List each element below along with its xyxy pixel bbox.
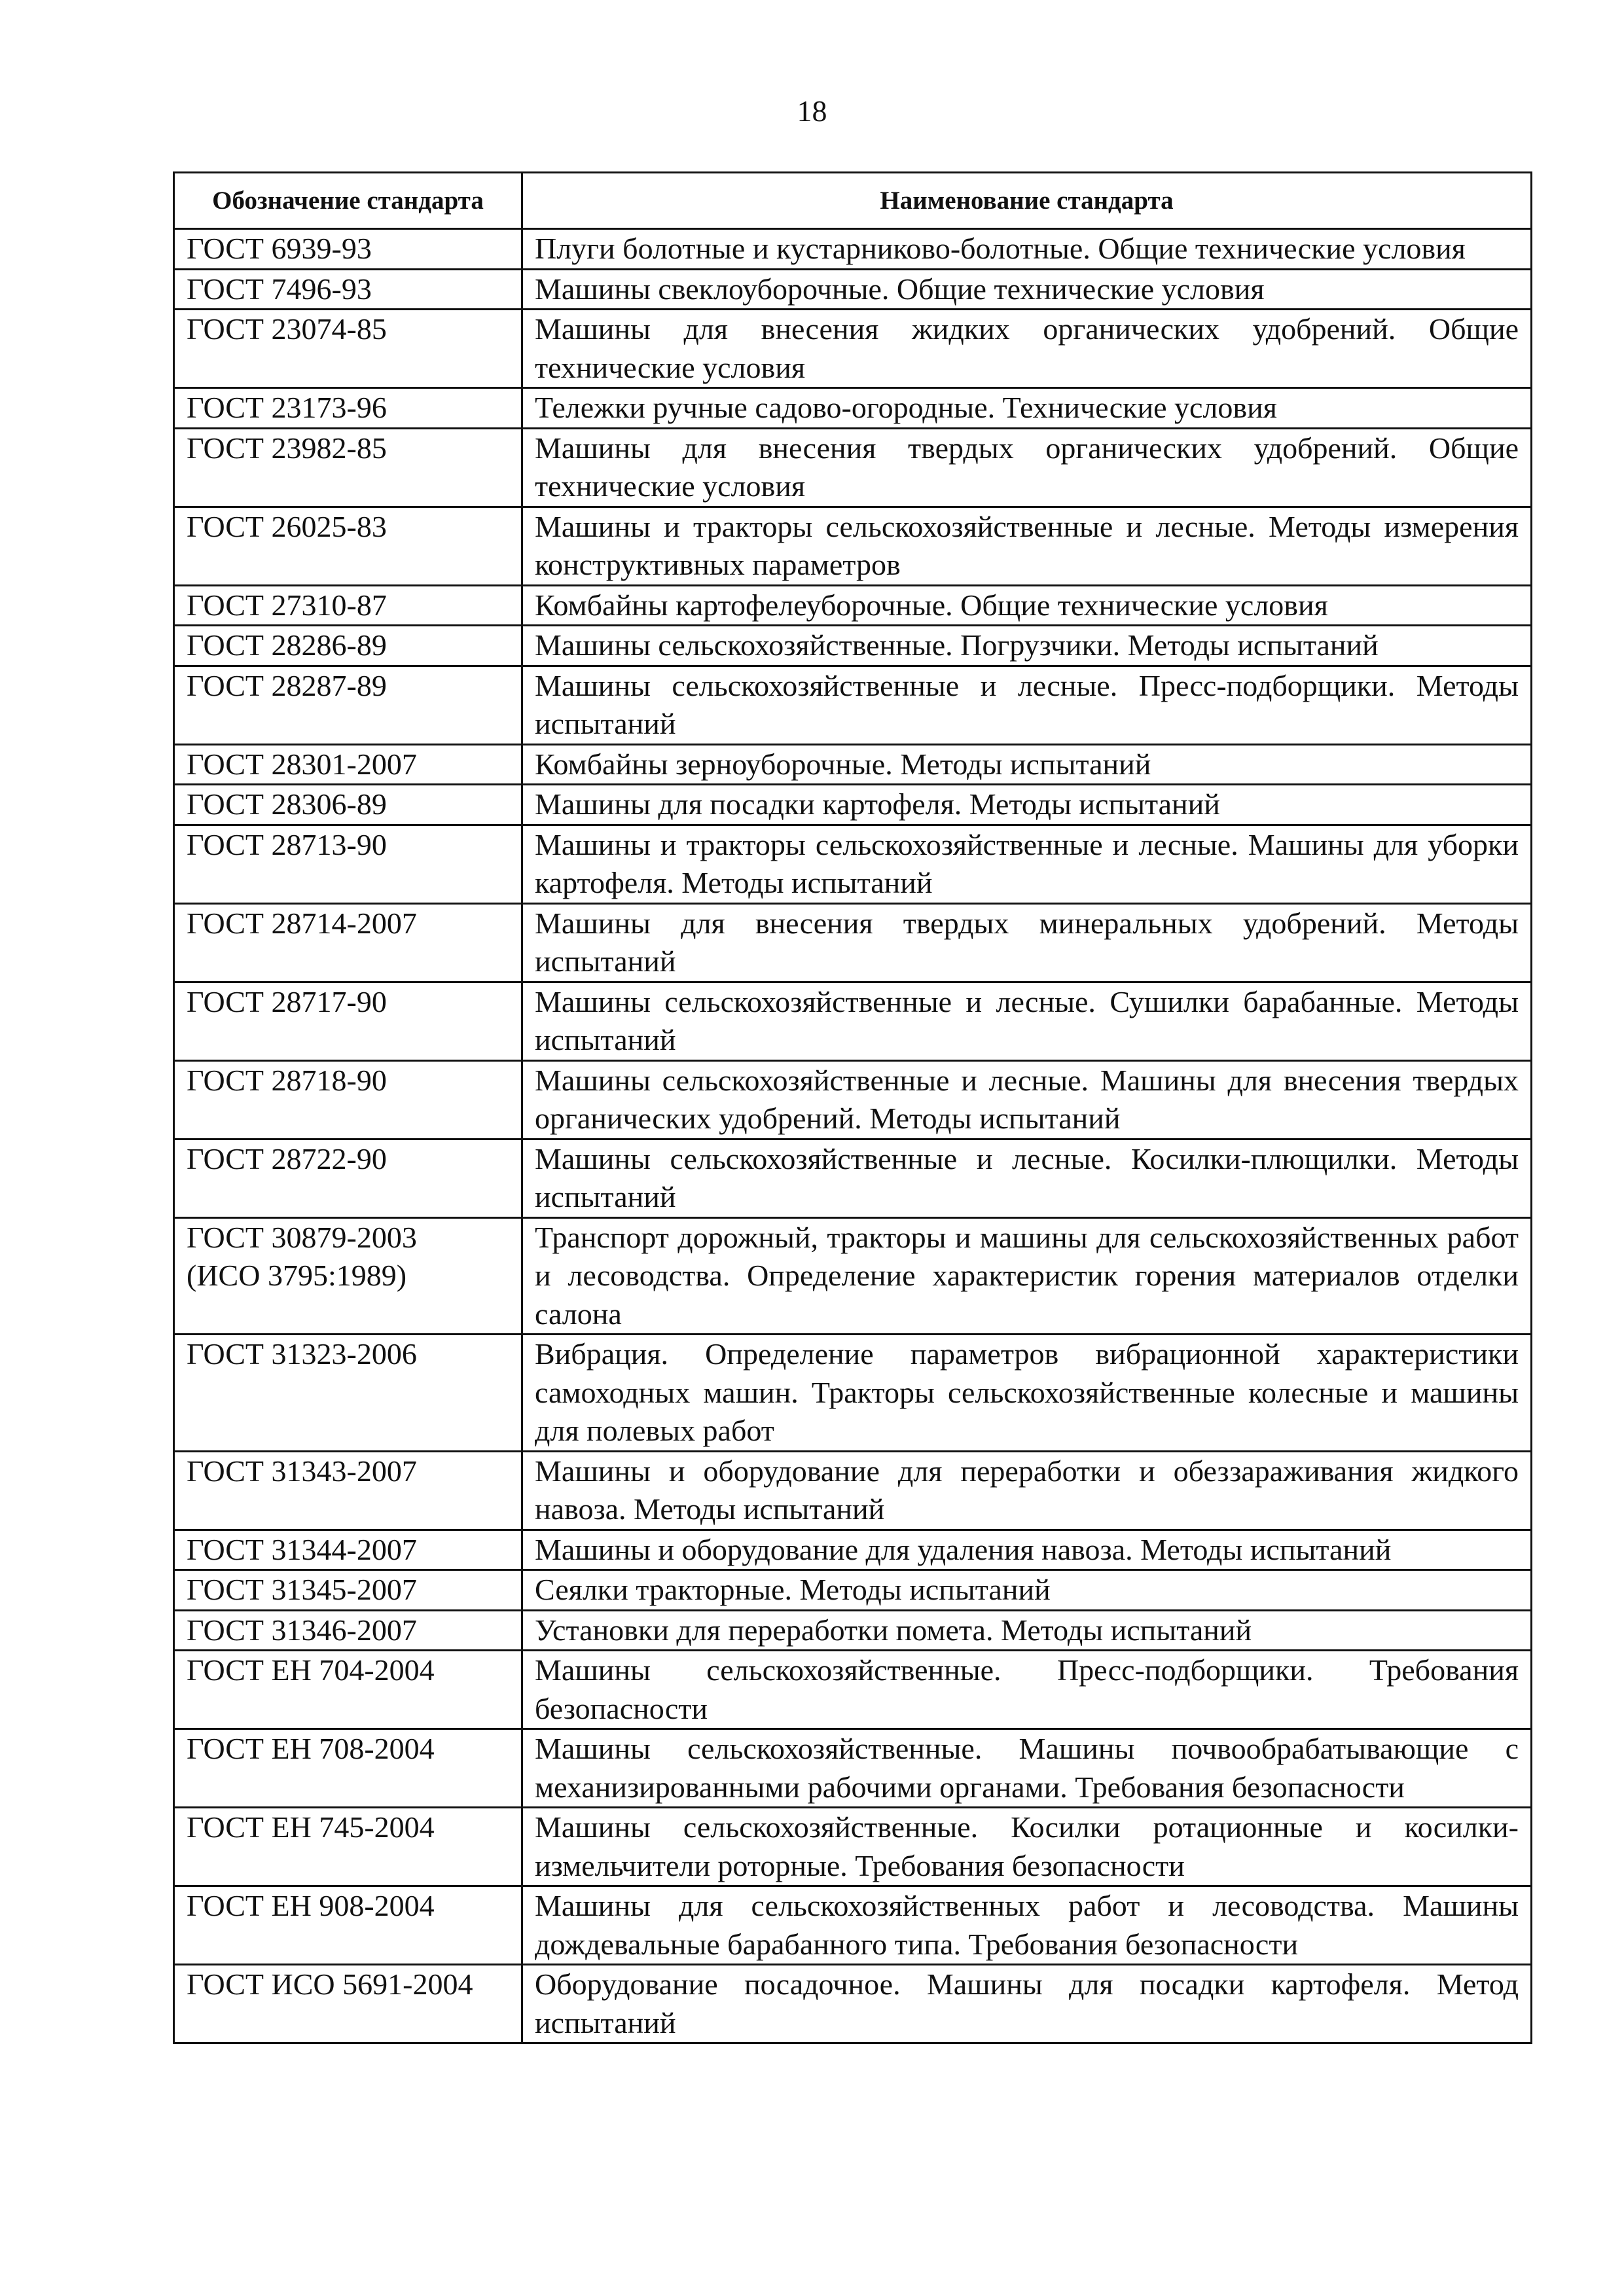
standard-code: ГОСТ 28306-89 bbox=[187, 787, 387, 821]
standard-code: ГОСТ 28714-2007 bbox=[187, 906, 417, 940]
table-row bbox=[174, 1965, 1532, 2043]
standard-code: ГОСТ 26025-83 bbox=[187, 509, 387, 543]
standard-code-cell bbox=[174, 585, 522, 626]
standard-code: ГОСТ 7496-93 bbox=[187, 272, 372, 306]
standard-code: ГОСТ 28718-90 bbox=[187, 1063, 387, 1097]
table-row bbox=[174, 388, 1532, 429]
table-row bbox=[174, 1886, 1532, 1965]
standard-code-cell bbox=[174, 507, 522, 585]
standard-code: ГОСТ 23074-85 bbox=[187, 312, 387, 346]
standard-code-cell bbox=[174, 1808, 522, 1886]
standard-name: Машины свеклоуборочные. Общие технические условия bbox=[522, 269, 1532, 310]
standard-name: Машины и оборудование для переработки и обеззараживания жидкого навоза. Методы испытаний bbox=[522, 1451, 1532, 1530]
standard-code: ГОСТ ЕН 708-2004 bbox=[187, 1732, 435, 1765]
standard-name: Машины сельскохозяйственные и лесные. Машины для внесения твердых органических удобрений. Методы испытаний bbox=[522, 1060, 1532, 1139]
table-row bbox=[174, 1808, 1532, 1886]
table-row bbox=[174, 269, 1532, 310]
table-row bbox=[174, 1139, 1532, 1217]
standard-name: Машины сельскохозяйственные. Пресс-подборщики. Требования безопасности bbox=[522, 1651, 1532, 1729]
standard-code: ГОСТ 23982-85 bbox=[187, 431, 387, 465]
standard-name: Тележки ручные садово-огородные. Технические условия bbox=[522, 388, 1532, 429]
standard-code-cell bbox=[174, 1729, 522, 1808]
table-row bbox=[174, 825, 1532, 903]
table-row bbox=[174, 1335, 1532, 1452]
standard-code-cell bbox=[174, 1570, 522, 1611]
standard-code-cell bbox=[174, 1965, 522, 2043]
table-row bbox=[174, 1217, 1532, 1335]
table-row bbox=[174, 585, 1532, 626]
table-row bbox=[174, 982, 1532, 1060]
standard-code: ГОСТ 28717-90 bbox=[187, 984, 387, 1018]
standard-code-cell bbox=[174, 388, 522, 429]
table-row bbox=[174, 785, 1532, 825]
standard-name: Установки для переработки помета. Методы испытаний bbox=[522, 1610, 1532, 1651]
standard-name: Машины для внесения твердых минеральных удобрений. Методы испытаний bbox=[522, 903, 1532, 982]
table-row bbox=[174, 666, 1532, 744]
standard-code: ГОСТ ЕН 745-2004 bbox=[187, 1810, 435, 1844]
standard-name: Машины сельскохозяйственные. Машины почвообрабатывающие с механизированными рабочими органами. Требования безопасности bbox=[522, 1729, 1532, 1808]
standard-code: ГОСТ 31345-2007 bbox=[187, 1573, 417, 1606]
standard-name: Машины сельскохозяйственные и лесные. Сушилки барабанные. Методы испытаний bbox=[522, 982, 1532, 1060]
standard-name: Машины для сельскохозяйственных работ и лесоводства. Машины дождевальные барабанного типа. Требования безопасности bbox=[522, 1886, 1532, 1965]
standard-code-cell bbox=[174, 1451, 522, 1530]
table-row bbox=[174, 1570, 1532, 1611]
standard-code-cell bbox=[174, 903, 522, 982]
standard-code-cell bbox=[174, 825, 522, 903]
table-row bbox=[174, 428, 1532, 507]
standard-code: ГОСТ 27310-87 bbox=[187, 588, 387, 622]
table-row bbox=[174, 903, 1532, 982]
standard-code-cell bbox=[174, 626, 522, 666]
standard-name: Транспорт дорожный, тракторы и машины для сельскохозяйственных работ и лесоводства. Определение характеристик горения материалов отделки салона bbox=[522, 1217, 1532, 1335]
standard-code-cell bbox=[174, 982, 522, 1060]
table-row bbox=[174, 310, 1532, 388]
standard-code: ГОСТ 23173-96 bbox=[187, 391, 387, 424]
standard-name: Вибрация. Определение параметров вибрационной характеристики самоходных машин. Тракторы сельскохозяйственные колесные и машины для полевых работ bbox=[522, 1335, 1532, 1452]
standard-name: Машины и оборудование для удаления навоза. Методы испытаний bbox=[522, 1530, 1532, 1570]
standard-code: ГОСТ 31344-2007 bbox=[187, 1532, 417, 1566]
standard-name: Машины для внесения твердых органических удобрений. Общие технические условия bbox=[522, 428, 1532, 507]
table-row bbox=[174, 1530, 1532, 1570]
standard-code-cell bbox=[174, 785, 522, 825]
standard-code-cell bbox=[174, 1139, 522, 1217]
table-header bbox=[174, 173, 1532, 229]
standard-code-cell bbox=[174, 229, 522, 270]
table-row bbox=[174, 507, 1532, 585]
standard-code: ГОСТ ЕН 704-2004 bbox=[187, 1653, 435, 1687]
standard-code-cell bbox=[174, 744, 522, 785]
standard-code: ГОСТ 28287-89 bbox=[187, 668, 387, 702]
standard-name: Машины сельскохозяйственные. Косилки ротационные и косилки-измельчители роторные. Требования безопасности bbox=[522, 1808, 1532, 1886]
standard-code-cell bbox=[174, 310, 522, 388]
table-row bbox=[174, 1451, 1532, 1530]
standard-code: ГОСТ 30879-2003 bbox=[187, 1220, 417, 1254]
standard-name: Машины сельскохозяйственные и лесные. Пресс-подборщики. Методы испытаний bbox=[522, 666, 1532, 744]
standard-code-cell bbox=[174, 1217, 522, 1335]
standard-code: ГОСТ 6939-93 bbox=[187, 232, 372, 265]
standard-code: ГОСТ 31343-2007 bbox=[187, 1454, 417, 1488]
standard-code-cell bbox=[174, 1335, 522, 1452]
standard-name: Сеялки тракторные. Методы испытаний bbox=[522, 1570, 1532, 1611]
table-body bbox=[174, 229, 1532, 2043]
standard-code: ГОСТ 31323-2006 bbox=[187, 1337, 417, 1371]
standard-name: Машины для внесения жидких органических удобрений. Общие технические условия bbox=[522, 310, 1532, 388]
standard-code-cell bbox=[174, 1060, 522, 1139]
standard-code: ГОСТ 28722-90 bbox=[187, 1141, 387, 1175]
standard-code-cell bbox=[174, 1886, 522, 1965]
table-row bbox=[174, 1729, 1532, 1808]
standard-code: ГОСТ 28286-89 bbox=[187, 628, 387, 662]
table-row bbox=[174, 1610, 1532, 1651]
header-code: Обозначение стандарта bbox=[174, 173, 522, 229]
standard-code: ГОСТ 31346-2007 bbox=[187, 1613, 417, 1647]
header-row bbox=[174, 173, 1532, 229]
standard-name: Оборудование посадочное. Машины для посадки картофеля. Метод испытаний bbox=[522, 1965, 1532, 2043]
standard-name: Плуги болотные и кустарниково-болотные. Общие технические условия bbox=[522, 229, 1532, 270]
standard-code: ГОСТ 28301-2007 bbox=[187, 747, 417, 781]
header-name: Наименование стандарта bbox=[522, 173, 1532, 229]
standard-name: Машины для посадки картофеля. Методы испытаний bbox=[522, 785, 1532, 825]
standard-code-cell bbox=[174, 1610, 522, 1651]
standard-code-cell bbox=[174, 428, 522, 507]
standard-name: Машины сельскохозяйственные. Погрузчики. Методы испытаний bbox=[522, 626, 1532, 666]
standard-code: ГОСТ ЕН 908-2004 bbox=[187, 1889, 435, 1922]
standards-table bbox=[173, 171, 1532, 2044]
table-row bbox=[174, 744, 1532, 785]
table-row bbox=[174, 1651, 1532, 1729]
standard-code-cell bbox=[174, 666, 522, 744]
standard-name: Машины сельскохозяйственные и лесные. Косилки-плющилки. Методы испытаний bbox=[522, 1139, 1532, 1217]
standard-name: Комбайны картофелеуборочные. Общие технические условия bbox=[522, 585, 1532, 626]
standard-name: Машины и тракторы сельскохозяйственные и лесные. Методы измерения конструктивных параметров bbox=[522, 507, 1532, 585]
page-number: 18 bbox=[797, 94, 827, 128]
table-row bbox=[174, 1060, 1532, 1139]
standard-code-cell bbox=[174, 1651, 522, 1729]
standard-name: Машины и тракторы сельскохозяйственные и лесные. Машины для уборки картофеля. Методы испытаний bbox=[522, 825, 1532, 903]
standard-code-cell bbox=[174, 1530, 522, 1570]
standard-code-cell bbox=[174, 269, 522, 310]
standard-code: (ИСО 3795:1989) bbox=[187, 1259, 407, 1292]
standard-name: Комбайны зерноуборочные. Методы испытаний bbox=[522, 744, 1532, 785]
standard-code: ГОСТ 28713-90 bbox=[187, 827, 387, 861]
standard-code: ГОСТ ИСО 5691-2004 bbox=[187, 1967, 473, 2001]
table-row bbox=[174, 229, 1532, 270]
table-row bbox=[174, 626, 1532, 666]
